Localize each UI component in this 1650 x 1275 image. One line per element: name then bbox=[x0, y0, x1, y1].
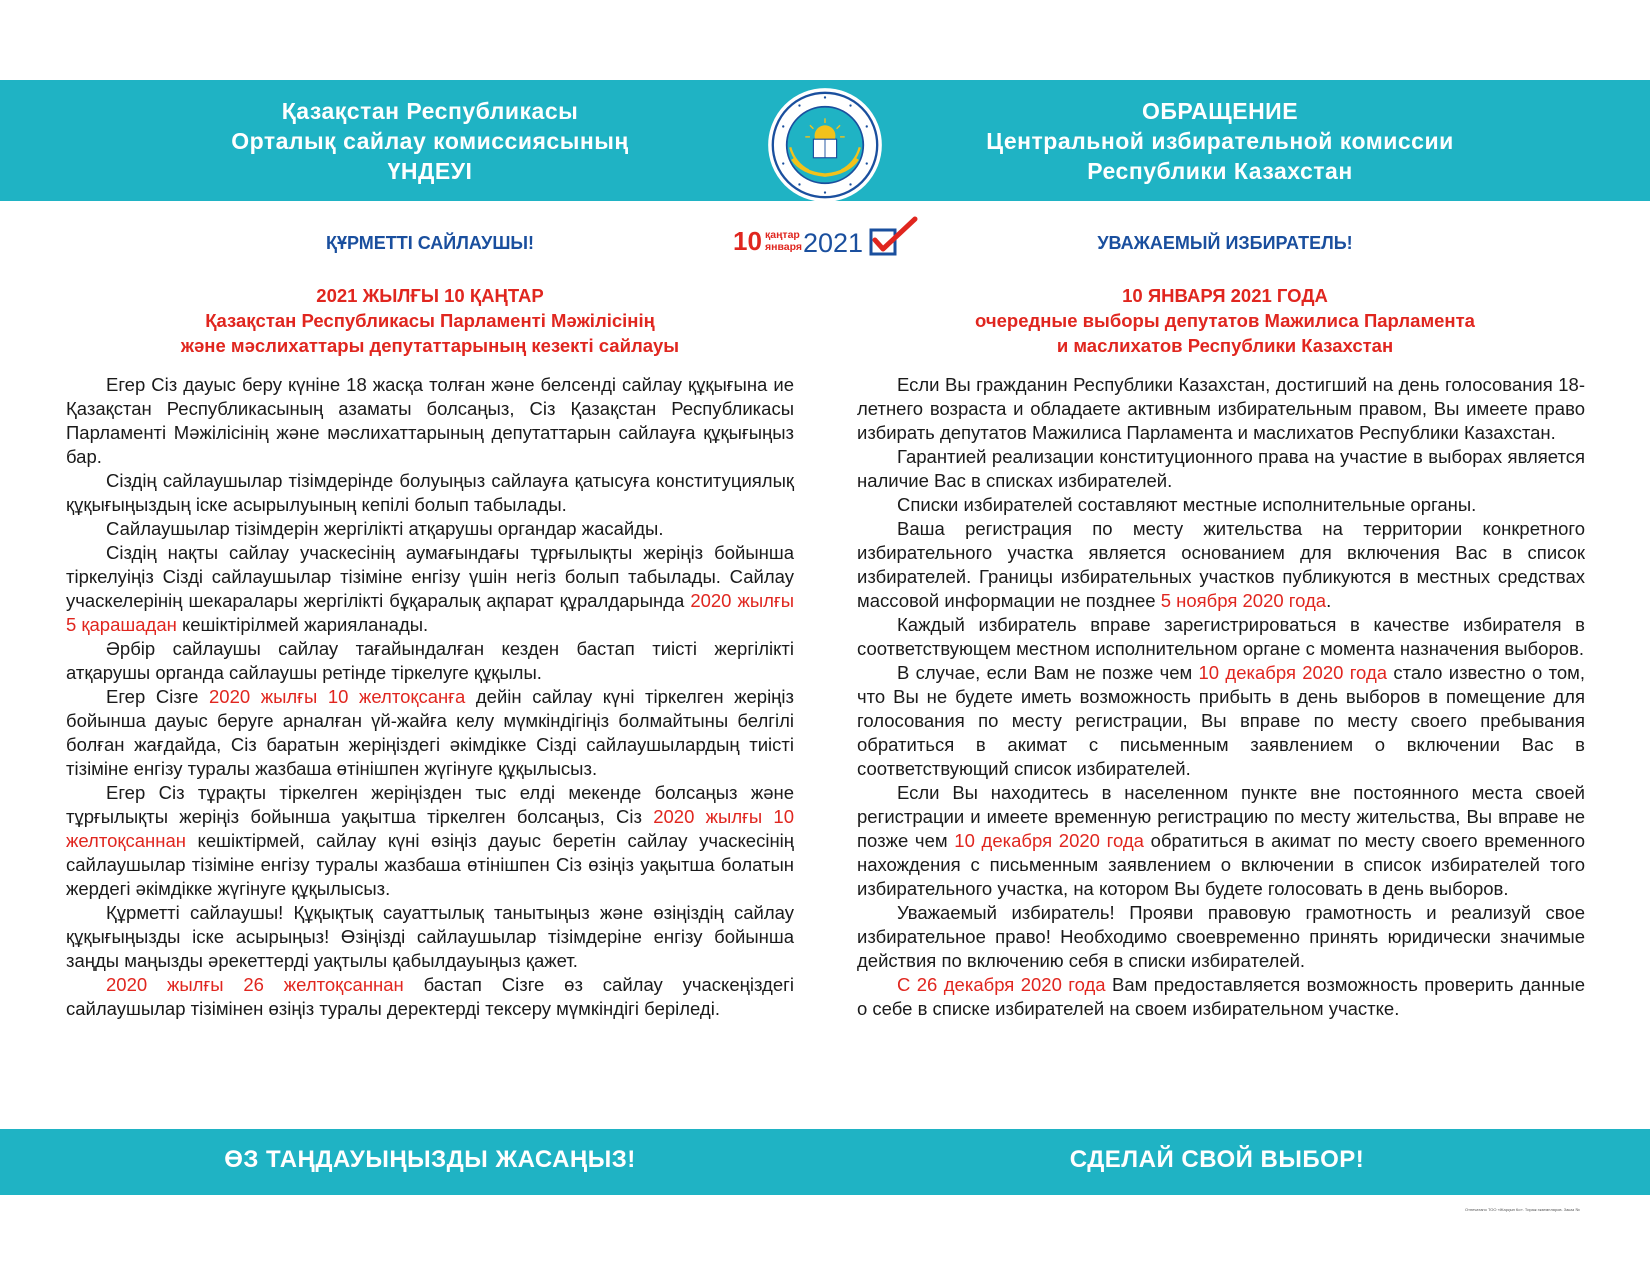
election-title-kz-line1: 2021 ЖЫЛҒЫ 10 ҚАҢТАР bbox=[316, 285, 544, 306]
paragraph-ru-6 bbox=[857, 661, 1585, 781]
paragraph-ru-3: Списки избирателей составляют местные исполнительные органы. bbox=[897, 494, 1477, 515]
paragraph-ru-7 bbox=[857, 781, 1585, 901]
paragraph-kz-6 bbox=[66, 685, 794, 781]
date-day: 10 bbox=[733, 226, 762, 256]
paragraph-kz-9-text-b: бастап Сізге өз сайлау учаскеңіздегі сайлаушылар тізімінен өзіңіз туралы деректерді тексеру мүмкіндігі беріледі. bbox=[66, 974, 794, 1019]
header-kz bbox=[130, 96, 730, 186]
header-ru bbox=[920, 96, 1520, 186]
date-month-kz: қаңтар bbox=[765, 229, 800, 241]
paragraph-kz-7 bbox=[66, 781, 794, 901]
paragraph-ru-6-text-a: В случае, если Вам не позже чем bbox=[897, 662, 1199, 683]
paragraph-kz-1: Егер Сіз дауыс беру күніне 18 жасқа толған және белсенді сайлау құқығына ие Қазақстан Республикасының азаматы болсаңыз, Сіз Қазақстан Республикасы Парламенті Мәжілісінің және мәслихаттарының депутаттарын сайлауға құқығыңыз бар. bbox=[66, 374, 794, 467]
slogan-ru: СДЕЛАЙ СВОЙ ВЫБОР! bbox=[1069, 1146, 1365, 1173]
paragraph-kz-4 bbox=[66, 541, 794, 637]
paragraph-kz-4-text-a: Сіздің нақты сайлау учаскесінің аумағындағы тұрғылықты жеріңіз бойынша тіркелуіңіз Сізді сайлаушылар тізіміне енгізу үшін негіз болып табылады. Сайлау учаскелерінің шекаралары жергілікті бұқаралық ақпарат құралдарында bbox=[66, 542, 794, 611]
deadline-ru-2: 10 декабря 2020 года bbox=[1198, 662, 1388, 683]
paragraph-kz-8: Құрметті сайлаушы! Құқықтық сауаттылық танытыңыз және өзіңіздің сайлау құқығыңызды іске асырыңыз! Өзіңізді сайлаушылар тізімдеріне енгізу бойынша заңды маңызды әрекеттерді уақтылы қабылдауыңыз қажет. bbox=[66, 902, 794, 971]
election-title-kz bbox=[90, 283, 770, 358]
header-ru-line2: Центральной избирательной комиссии bbox=[986, 128, 1454, 154]
paragraph-ru-4 bbox=[857, 517, 1585, 613]
election-title-ru bbox=[885, 283, 1565, 358]
salutation-kz: ҚҰРМЕТТІ САЙЛАУШЫ! bbox=[325, 233, 535, 253]
deadline-kz-3: 2020 жылғы 10 желтоқсаннан bbox=[66, 806, 794, 851]
paragraph-ru-9-text-b: Вам предоставляется возможность проверить данные о себе в списке избирателей на своем избирательном участке. bbox=[857, 974, 1585, 1019]
paragraph-kz-4-text-b: кешіктірілмей жарияланады. bbox=[176, 614, 429, 635]
print-imprint: Отпечатано ТОО «Жарқын Ко». Тираж экземпляров. Заказ № bbox=[1465, 1207, 1580, 1212]
deadline-ru-4: С 26 декабря 2020 года bbox=[897, 974, 1106, 995]
paragraph-kz-7-text-a: Егер Сіз тұрақты тіркелген жеріңізден тыс елді мекенде болсаңыз және тұрғылықты жеріңіз бойынша уақытша тіркелген болсаңыз, Сіз bbox=[66, 782, 794, 827]
deadline-kz-2: 2020 жылғы 10 желтоқсанға bbox=[209, 686, 466, 707]
paragraph-ru-4-text-a: Ваша регистрация по месту жительства на территории конкретного избирательного участка является основанием для включения Вас в список избирателей. Границы избирательных участков публикуются в местных средствах массовой информации не позднее bbox=[857, 518, 1585, 611]
header-kz-line3: ҮНДЕУІ bbox=[387, 158, 473, 184]
paragraph-ru-2: Гарантией реализации конституционного права на участие в выборах является наличие Вас в списках избирателей. bbox=[857, 446, 1585, 491]
election-commission-emblem-icon bbox=[767, 87, 883, 203]
paragraph-kz-5: Әрбір сайлаушы сайлау тағайындалған кезден бастап тиісті жергілікті атқарушы органда сайлаушы ретінде тіркелуге құқылы. bbox=[66, 638, 794, 683]
paragraph-ru-8: Уважаемый избиратель! Прояви правовую грамотность и реализуй свое избирательное право! Необходимо своевременно принять юридически значимые действия по включению себя в списки избирателей. bbox=[857, 902, 1585, 971]
deadline-ru-3: 10 декабря 2020 года bbox=[954, 830, 1144, 851]
header-ru-line3: Республики Казахстан bbox=[1087, 158, 1353, 184]
slogan-kz: ӨЗ ТАҢДАУЫҢЫЗДЫ ЖАСАҢЫЗ! bbox=[224, 1146, 636, 1173]
body-ru bbox=[857, 373, 1585, 1021]
paragraph-ru-5: Каждый избиратель вправе зарегистрироваться в качестве избирателя в соответствующем местном исполнительном органе с момента назначения выборов. bbox=[857, 614, 1585, 659]
paragraph-ru-4-text-b: . bbox=[1326, 590, 1332, 611]
paragraph-ru-6-text-b: стало известно о том, что Вы не будете иметь возможность прибыть в день выборов в помещение для голосования по месту регистрации, Вы вправе по месту своего пребывания обратиться в акимат с письменным заявлением о включении Вас в соответствующий список избирателей. bbox=[857, 662, 1585, 779]
deadline-ru-1: 5 ноября 2020 года bbox=[1160, 590, 1327, 611]
header-kz-line1: Қазақстан Республикасы bbox=[281, 98, 579, 124]
paragraph-kz-2: Сіздің сайлаушылар тізімдерінде болуыңыз сайлауға қатысуға конституциялық құқығыңыздың іске асырылуының кепілі болып табылады. bbox=[66, 470, 794, 515]
paragraph-ru-7-text-a: Если Вы находитесь в населенном пункте вне постоянного места своей регистрации и имеете временную регистрацию по месту жительства, Вы вправе не позже чем bbox=[857, 782, 1585, 851]
paragraph-kz-6-text-b: дейін сайлау күні тіркелген жеріңіз бойынша дауыс беруге арналған үй-жайға келу мүмкіндігіңіз болмайтыны белгілі болған жағдайда, Сіз баратын жеріңіздегі әкімдікке Сізді сайлаушылардың тиісті тізіміне енгізу туралы жазбаша өтінішпен жүгінуге құқылысыз. bbox=[66, 686, 794, 779]
header-ru-line1: ОБРАЩЕНИЕ bbox=[1141, 98, 1299, 124]
paragraph-ru-1: Если Вы гражданин Республики Казахстан, достигший на день голосования 18-летнего возраста и обладаете активным избирательным правом, Вы имеете право избирать депутатов Мажилиса Парламента и маслихатов Республики Казахстан. bbox=[857, 374, 1585, 443]
salutation-ru: УВАЖАЕМЫЙ ИЗБИРАТЕЛЬ! bbox=[1097, 233, 1353, 253]
paragraph-ru-9 bbox=[857, 973, 1585, 1021]
paragraph-kz-6-text-a: Егер Сізге bbox=[106, 686, 210, 707]
election-title-ru-line1: 10 ЯНВАРЯ 2021 ГОДА bbox=[1122, 285, 1328, 306]
election-title-ru-line2: очередные выборы депутатов Мажилиса Парламента bbox=[975, 310, 1475, 331]
date-year: 2021 bbox=[803, 228, 864, 258]
paragraph-kz-9 bbox=[66, 973, 794, 1021]
paragraph-kz-3: Сайлаушылар тізімдерін жергілікті атқарушы органдар жасайды. bbox=[106, 518, 664, 539]
election-title-kz-line3: және мәслихаттары депутаттарының кезекті сайлауы bbox=[180, 335, 680, 356]
deadline-kz-4: 2020 жылғы 26 желтоқсаннан bbox=[106, 974, 404, 995]
checkbox-check-icon bbox=[871, 219, 915, 254]
election-title-kz-line2: Қазақстан Республикасы Парламенті Мәжілісінің bbox=[205, 310, 655, 331]
header-kz-line2: Орталық сайлау комиссиясының bbox=[231, 128, 629, 154]
election-date-badge bbox=[733, 216, 923, 260]
paragraph-ru-7-text-b: обратиться в акимат по месту своего временного нахождения с письменным заявлением о включении в список избирателей того избирательного участка, на котором Вы будете голосовать в день выборов. bbox=[857, 830, 1586, 899]
election-title-ru-line3: и маслихатов Республики Казахстан bbox=[1056, 335, 1394, 356]
body-kz bbox=[66, 373, 794, 1021]
deadline-kz-1: 2020 жылғы 5 қарашадан bbox=[66, 590, 794, 635]
date-month-ru: января bbox=[765, 241, 803, 253]
paragraph-kz-7-text-b: кешіктірмей, сайлау күні өзіңіз дауыс беретін сайлау учаскесінің сайлаушылар тізіміне енгізу туралы жазбаша өтінішпен Сіз өзіңіз уақытша болатын жердегі әкімдікке жүгінуге құқылысыз. bbox=[66, 830, 794, 899]
